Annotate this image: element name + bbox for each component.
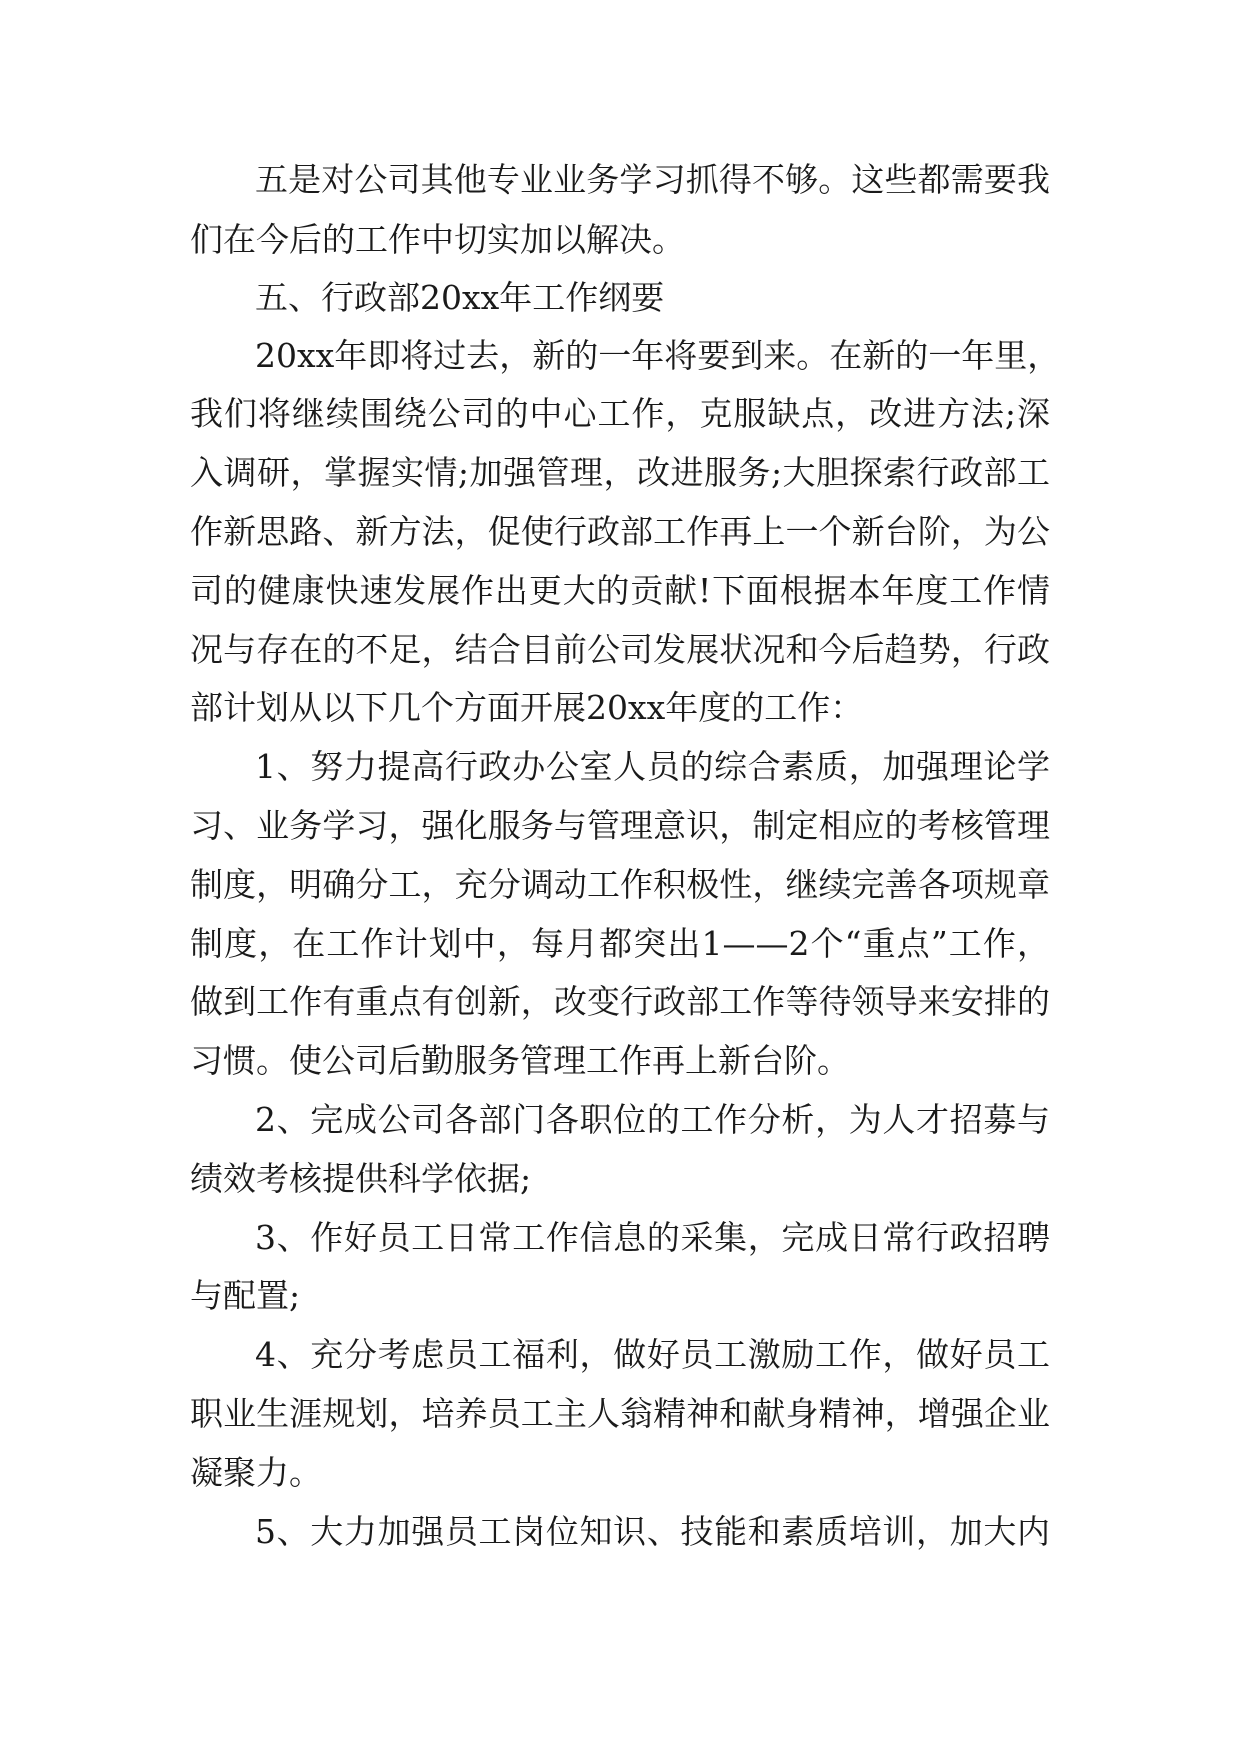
list-item-line: 4、充分考虑员工福利，做好员工激励工作，做好员工 — [255, 1335, 1050, 1374]
paragraph-line: 司的健康快速发展作出更大的贡献!下面根据本年度工作情 — [190, 571, 1050, 610]
list-item-line: 1、努力提高行政办公室人员的综合素质，加强理论学 — [255, 747, 1050, 786]
list-item-line: 制度，在工作计划中，每月都突出1——2个“重点”工作， — [190, 924, 1050, 963]
list-item-line: 2、完成公司各部门各职位的工作分析，为人才招募与 — [255, 1100, 1050, 1139]
paragraph-line: 部计划从以下几个方面开展20xx年度的工作： — [190, 688, 864, 727]
paragraph-line: 们在今后的工作中切实加以解决。 — [190, 220, 685, 259]
list-item-line: 习惯。使公司后勤服务管理工作再上新台阶。 — [190, 1041, 850, 1080]
paragraph-line: 入调研，掌握实情;加强管理，改进服务;大胆探索行政部工 — [190, 453, 1050, 492]
list-item-line: 3、作好员工日常工作信息的采集，完成日常行政招聘 — [255, 1218, 1050, 1257]
list-item-line: 职业生涯规划，培养员工主人翁精神和献身精神，增强企业 — [190, 1394, 1050, 1433]
list-item-line: 凝聚力。 — [190, 1453, 322, 1492]
paragraph-line: 作新思路、新方法，促使行政部工作再上一个新台阶，为公 — [190, 512, 1050, 551]
section-heading: 五、行政部20xx年工作纲要 — [255, 278, 665, 317]
paragraph-line: 20xx年即将过去，新的一年将要到来。在新的一年里， — [255, 336, 1061, 375]
list-item-line: 习、业务学习，强化服务与管理意识，制定相应的考核管理 — [190, 806, 1050, 845]
paragraph-line: 五是对公司其他专业业务学习抓得不够。这些都需要我 — [255, 160, 1050, 199]
list-item-line: 做到工作有重点有创新，改变行政部工作等待领导来安排的 — [190, 982, 1050, 1021]
list-item-line: 绩效考核提供科学依据; — [190, 1159, 532, 1198]
list-item-line: 5、大力加强员工岗位知识、技能和素质培训，加大内 — [255, 1512, 1050, 1551]
list-item-line: 与配置; — [190, 1276, 301, 1315]
paragraph-line: 我们将继续围绕公司的中心工作，克服缺点，改进方法;深 — [190, 394, 1050, 433]
paragraph-line: 况与存在的不足，结合目前公司发展状况和今后趋势，行政 — [190, 630, 1050, 669]
list-item-line: 制度，明确分工，充分调动工作积极性，继续完善各项规章 — [190, 865, 1050, 904]
